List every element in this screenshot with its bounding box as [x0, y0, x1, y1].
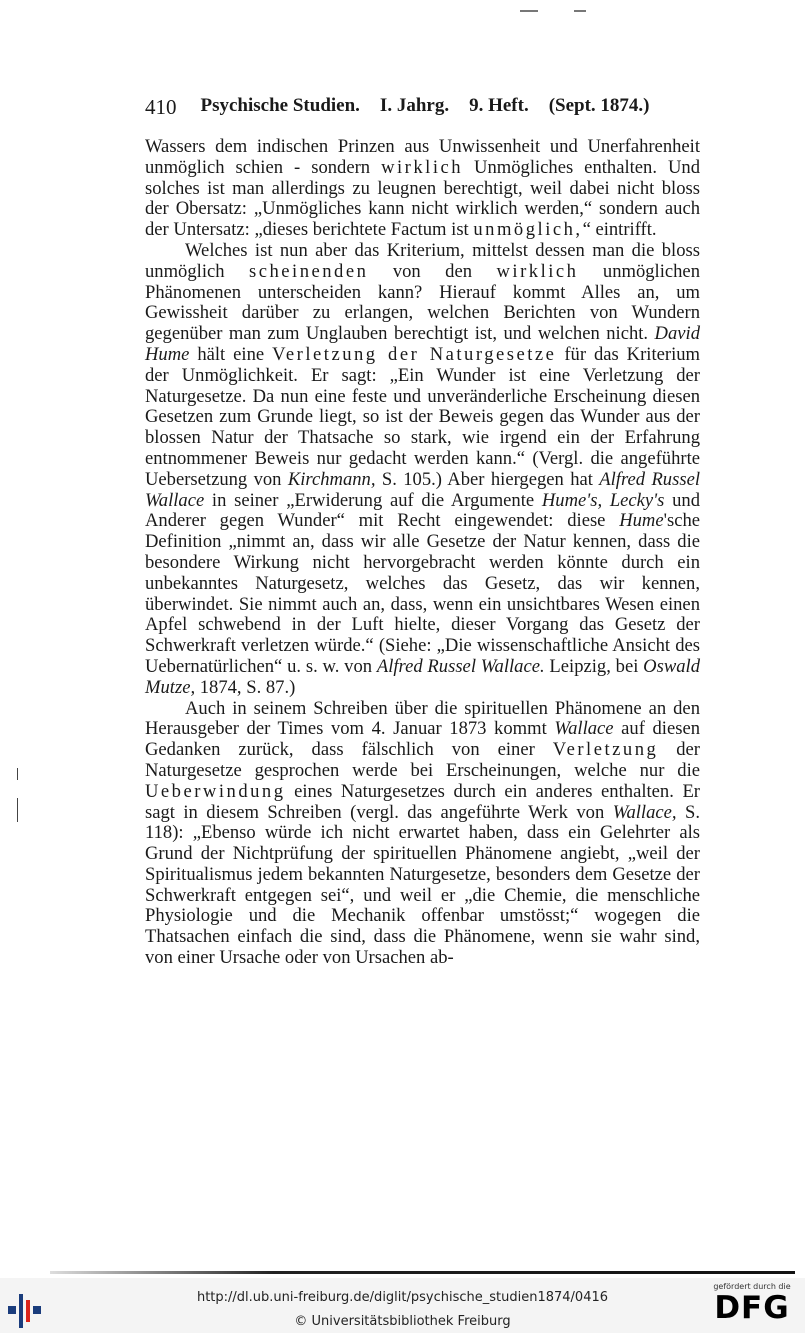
- page-number: 410: [145, 95, 177, 119]
- paragraph-2: Welches ist nun aber das Kriterium, mittelst dessen man die bloss unmöglich scheinenden von den wirklich unmöglichen Phänomenen unterscheiden kann? Hierauf kommt Alles an, um Gewissheit darüber zu erlangen, welchen Berichten von Wundern gegenüber man zum Unglauben berechtigt ist, und welchen nicht. David Hume hält eine Verletzung der Naturgesetze für das Kriterium der Unmöglichkeit. Er sagt: „Ein Wunder ist eine Verletzung der Naturgesetze. Da nun eine feste und unveränderliche Erscheinung diesen Gesetzen zum Grunde liegt, so ist der Beweis gegen das Wunder aus der blossen Natur der Thatsache so stark, wie irgend ein der Erfahrung entnommener Beweis nur gedacht werden kann.“ (Vergl. die angeführte Uebersetzung von Kirchmann, S. 105.) Aber hiergegen hat Alfred Russel Wallace in seiner „Erwiderung auf die Argumente Hume's, Lecky's und Anderer gegen Wunder“ mit Recht eingewendet: diese Hume'sche Definition „nimmt an, dass wir alle Gesetze der Natur kennen, dass die besondere Wirkung nicht hervorgebracht werden könnte durch ein unbekanntes Naturgesetz, welches das Gesetz, das wir kennen, überwindet. Sie nimmt auch an, dass, wenn ein unsichtbares Wesen einen Apfel schwebend in der Luft hielte, dieser Vorgang das Gesetz der Schwerkraft verletzen würde.“ (Siehe: „Die wissenschaftliche Ansicht des Uebernatürlichen“ u. s. w. von Alfred Russel Wallace. Leipzig, bei Oswald Mutze, 1874, S. 87.): [145, 239, 701, 698]
- scan-artifact-mark: [574, 10, 586, 12]
- scan-artifact-mark: [520, 10, 538, 12]
- volume: I. Jahrg.: [379, 95, 450, 116]
- dfg-logo-text: DFG: [714, 1290, 790, 1326]
- dfg-tagline: gefördert durch die: [713, 1282, 791, 1291]
- footer-bar: [0, 1278, 805, 1333]
- issue: 9. Heft.: [469, 95, 529, 116]
- journal-title: Psychische Studien.: [200, 95, 360, 116]
- running-header: [145, 95, 700, 120]
- margin-mark: [17, 768, 18, 780]
- issue-date: (Sept. 1874.): [548, 95, 650, 116]
- dfg-logo: [707, 1282, 797, 1325]
- paragraph-1: Wassers dem indischen Prinzen aus Unwissenheit und Unerfahrenheit unmöglich schien - sondern wirklich Unmögliches enthalten. Und solches ist man allerdings zu leugnen berechtigt, weil dabei nicht bloss der Obersatz: „Unmögliches kann nicht wirklich werden,“ sondern auch der Untersatz: „dieses berichtete Factum ist unmöglich,“ eintrifft.: [145, 136, 700, 241]
- source-url-link[interactable]: http://dl.ub.uni-freiburg.de/diglit/psychische_studien1874/0416: [196, 1290, 609, 1305]
- page-edge-line: [50, 1271, 795, 1274]
- margin-mark: [17, 798, 18, 822]
- page-body: [145, 137, 700, 969]
- paragraph-3: Auch in seinem Schreiben über die spirituellen Phänomene an den Herausgeber der Times vom 4. Januar 1873 kommt Wallace auf diesen Gedanken zurück, dass fälschlich von einer Verletzung der Naturgesetze gesprochen werde bei Erscheinungen, welche nur die Ueberwindung eines Naturgesetzes durch ein anderes enthalten. Er sagt in diesem Schreiben (vergl. das angeführte Werk von Wallace, S. 118): „Ebenso würde ich nicht erwartet haben, dass ein Gelehrter als Grund der Nichtprüfung der spirituellen Phänomene angiebt, „weil der Spiritualismus jedem bekannten Naturgesetze, besonders dem Gesetze der Schwerkraft entgegen sei“, und weil er „die Chemie, die menschliche Physiologie und die Mechanik offenbar umstösst;“ wogegen die Thatsachen einfach die sind, dass die Phänomene, wenn sie wahr sind, von einer Ursache oder von Ursachen ab-: [145, 697, 701, 969]
- copyright-notice: © Universitätsbibliothek Freiburg: [294, 1314, 511, 1329]
